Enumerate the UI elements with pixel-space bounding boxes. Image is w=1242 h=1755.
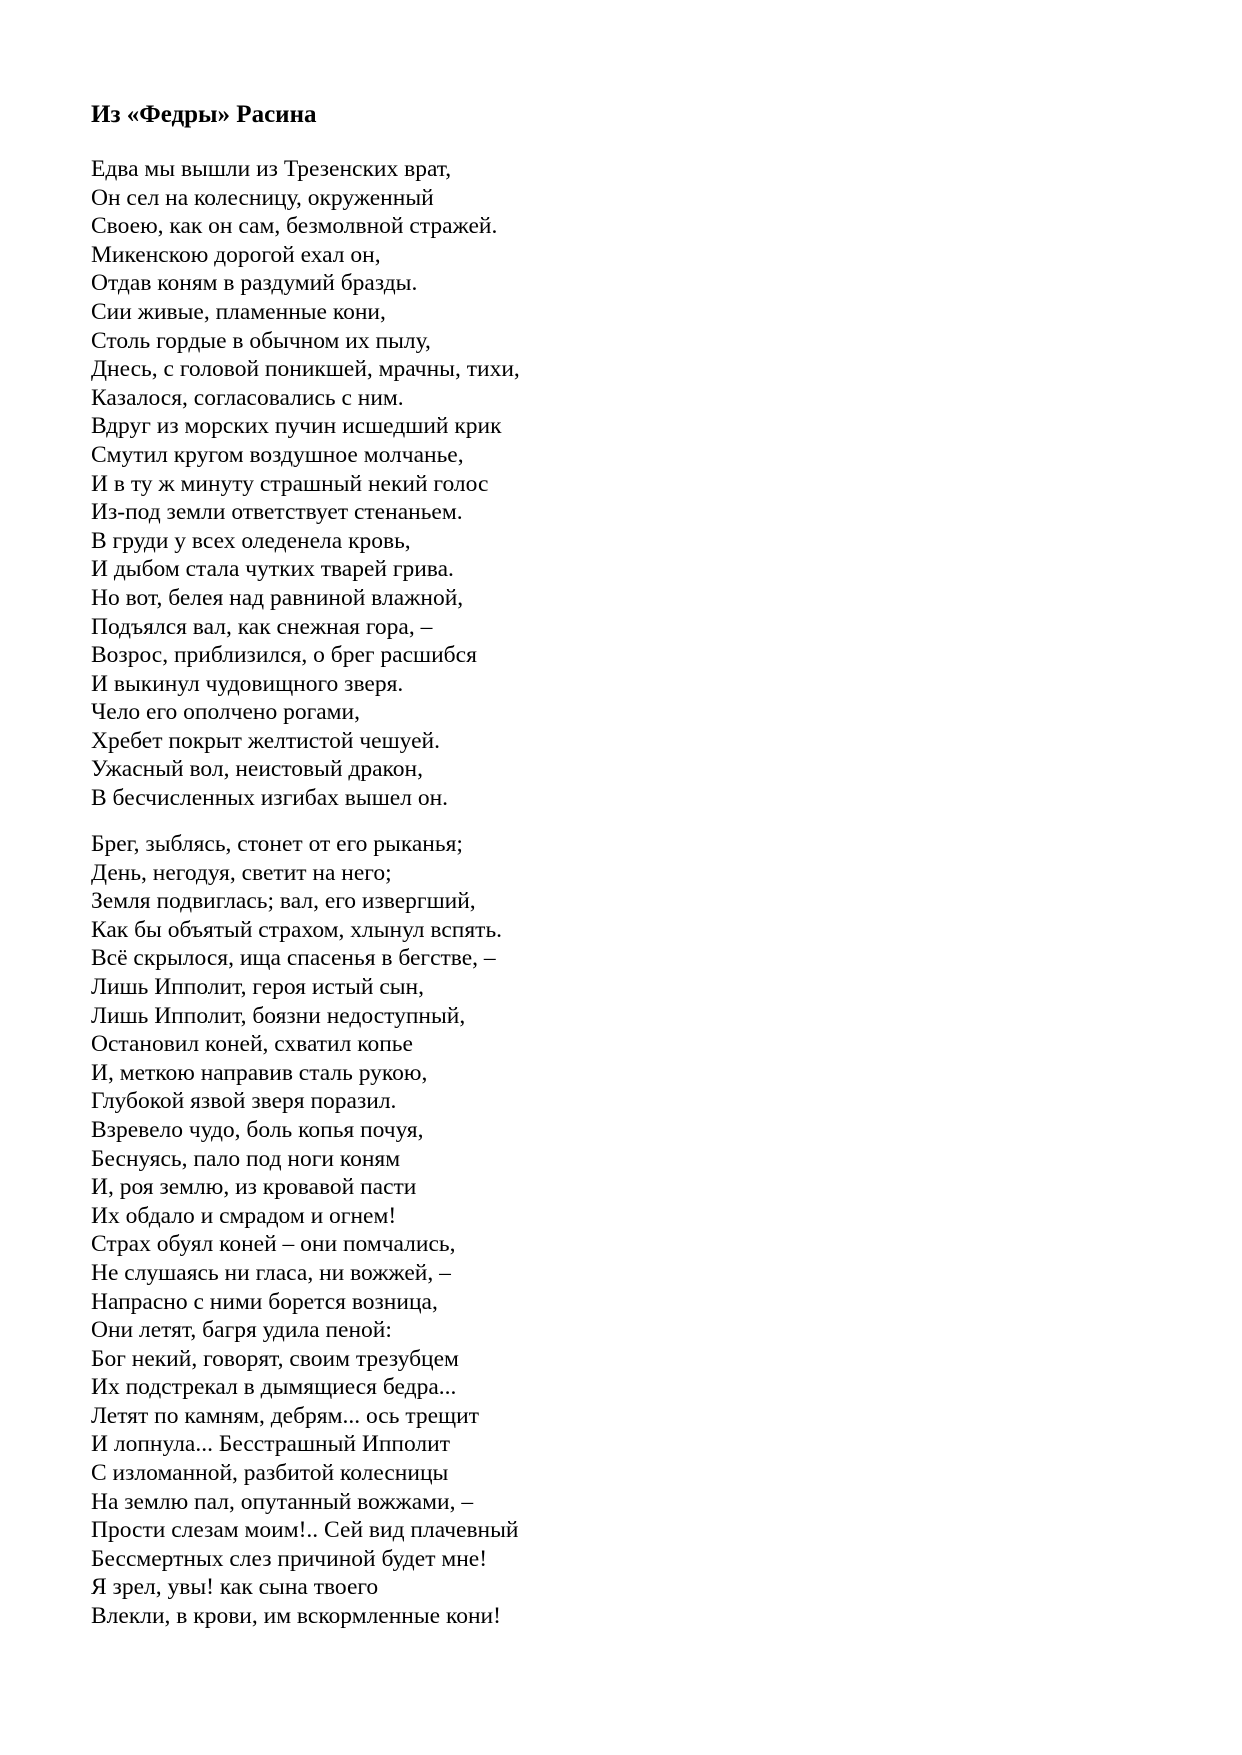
poem-line: Но вот, белея над равниной влажной, [91, 584, 464, 611]
poem-line: В бесчисленных изгибах вышел он. [91, 785, 449, 812]
poem-line: Лишь Ипполит, боязни недоступный, [91, 1002, 466, 1029]
poem-line: Их подстрекал в дымящиеся бедра... [91, 1374, 457, 1401]
poem-line: Днесь, с головой поникшей, мрачны, тихи, [91, 356, 520, 383]
poem-line: Микенскою дорогой ехал он, [91, 241, 381, 268]
poem-line: Бог некий, говорят, своим трезубцем [91, 1345, 459, 1372]
poem-line: Земля подвиглась; вал, его извергший, [91, 888, 476, 915]
poem-line: Их обдало и смрадом и огнем! [91, 1202, 397, 1229]
poem-line: Возрос, приблизился, о брег расшибся [91, 642, 477, 669]
poem-line: Своею, как он сам, безмолвной стражей. [91, 213, 498, 240]
poem-line: Остановил коней, схватил копье [91, 1031, 413, 1058]
poem-line: Бессмертных слез причиной будет мне! [91, 1545, 488, 1572]
poem-line: Сии живые, пламенные кони, [91, 298, 386, 325]
poem-line: С изломанной, разбитой колесницы [91, 1460, 449, 1487]
poem-line: Смутил кругом воздушное молчанье, [91, 441, 464, 468]
poem-line: В груди у всех оледенела кровь, [91, 527, 411, 554]
poem-line: Брег, зыблясь, стонет от его рыканья; [91, 831, 463, 857]
poem-line: Он сел на колесницу, окруженный [91, 184, 434, 211]
poem-line: День, негодуя, светит на него; [91, 859, 392, 886]
poem-line: Беснуясь, пало под ноги коням [91, 1145, 401, 1172]
poem-line: Прости слезам моим!.. Сей вид плачевный [91, 1517, 519, 1544]
poem-line: Напрасно с ними борется возница, [91, 1288, 438, 1315]
poem-line: Отдав коням в раздумий бразды. [91, 270, 418, 297]
poem-line: Чело его ополчено рогами, [91, 699, 360, 726]
poem-line: Я зрел, увы! как сына твоего [91, 1574, 379, 1601]
poem-line: И в ту ж минуту страшный некий голос [91, 470, 489, 497]
poem-line: Глубокой язвой зверя поразил. [91, 1088, 397, 1115]
poem-line: Летят по камням, дебрям... ось трещит [91, 1402, 480, 1429]
poem-line: Влекли, в крови, им вскормленные кони! [91, 1603, 501, 1630]
poem-line: Вдруг из морских пучин исшедший крик [91, 413, 502, 440]
poem-line: Взревело чудо, боль копья почуя, [91, 1116, 424, 1143]
poem-line: Столь гордые в обычном их пылу, [91, 327, 431, 354]
poem-line: Как бы объятый страхом, хлынул вспять. [91, 916, 503, 943]
poem-line: Из-под земли ответствует стенаньем. [91, 499, 463, 526]
poem-line: Ужасный вол, неистовый дракон, [91, 756, 423, 783]
stanza-2 [91, 830, 519, 1631]
poem-line: И, меткою направив сталь рукою, [91, 1059, 428, 1086]
poem-line: И дыбом стала чутких тварей грива. [91, 556, 454, 583]
poem-line: Едва мы вышли из Трезенских врат, [91, 156, 452, 182]
poem-line: И, роя землю, из кровавой пасти [91, 1174, 417, 1201]
stanza-1 [91, 155, 520, 813]
poem-line: Лишь Ипполит, героя истый сын, [91, 973, 425, 1000]
poem-line: Не слушаясь ни гласа, ни вожжей, – [91, 1259, 451, 1286]
poem-line: И лопнула... Бесстрашный Ипполит [91, 1431, 451, 1458]
poem-line: И выкинул чудовищного зверя. [91, 670, 404, 697]
poem-line: На землю пал, опутанный вожжами, – [91, 1488, 474, 1515]
poem-line: Всё скрылося, ища спасенья в бегстве, – [91, 945, 496, 972]
poem-line: Казалося, согласовались с ним. [91, 384, 404, 411]
poem-line: Они летят, багря удила пеной: [91, 1317, 392, 1344]
poem-line: Страх обуял коней – они помчались, [91, 1231, 456, 1258]
poem-line: Хребет покрыт желтистой чешуей. [91, 727, 440, 754]
poem-line: Подъялся вал, как снежная гора, – [91, 613, 433, 640]
poem-title: Из «Федры» Расина [91, 101, 317, 128]
